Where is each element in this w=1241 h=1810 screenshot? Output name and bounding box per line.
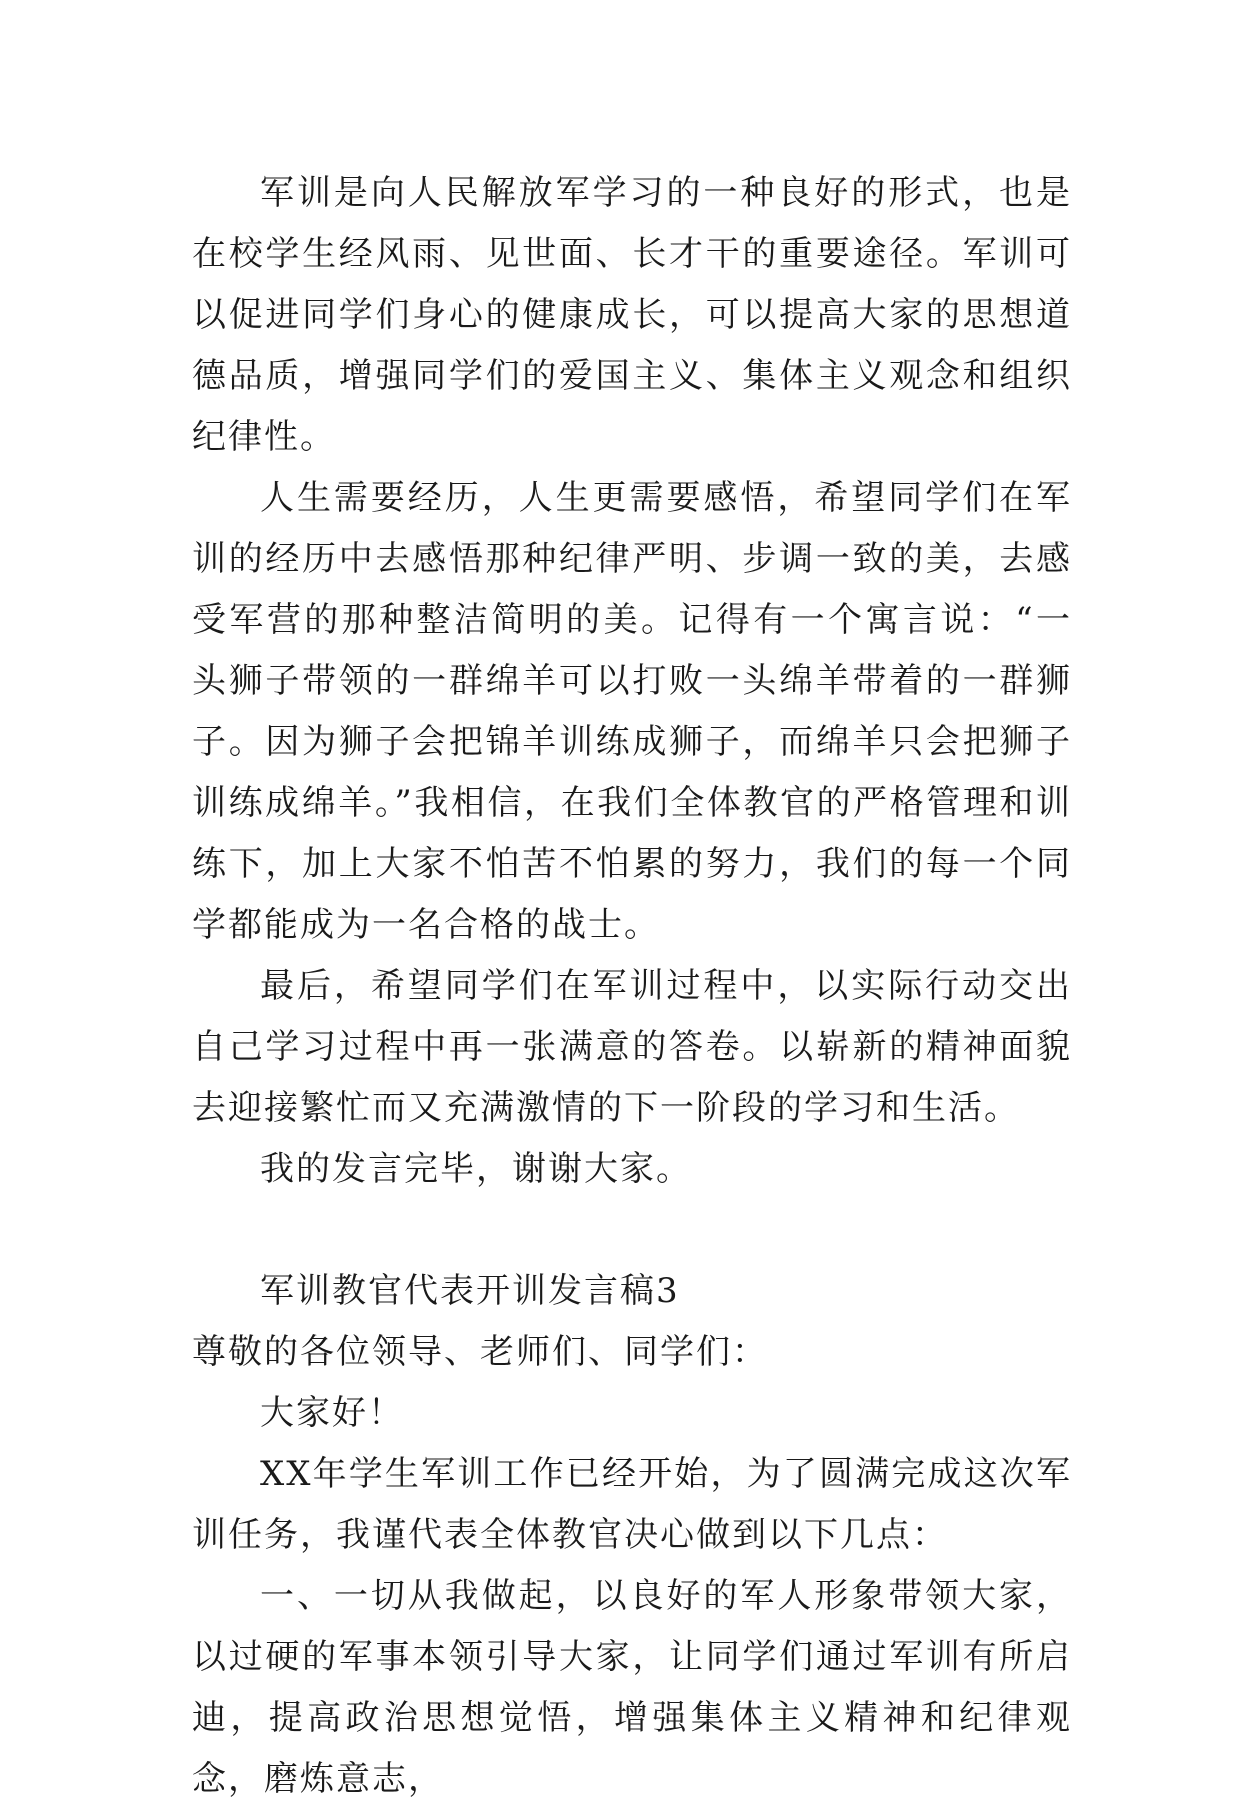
body-paragraph: 人生需要经历，人生更需要感悟，希望同学们在军训的经历中去感悟那种纪律严明、步调一致的美，去感受军营的那种整洁简明的美。记得有一个寓言说：“一头狮子带领的一群绵羊可以打败一头绵羊带着的一群狮子。因为狮子会把锦羊训练成狮子，而绵羊只会把狮子训练成绵羊。”我相信，在我们全体教官的严格管理和训练下，加上大家不怕苦不怕累的努力，我们的每一个同学都能成为一名合格的战士。: [192, 478, 1072, 945]
section-gap: [192, 1200, 1072, 1261]
body-paragraph: 军训是向人民解放军学习的一种良好的形式，也是在校学生经风雨、见世面、长才干的重要途径。军训可以促进同学们身心的健康成长，可以提高大家的思想道德品质，增强同学们的爱国主义、集体主义观念和组织纪律性。: [192, 173, 1072, 457]
greeting: 大家好！: [260, 1393, 404, 1433]
salutation: 尊敬的各位领导、老师们、同学们：: [192, 1332, 768, 1372]
section-title: 军训教官代表开训发言稿3: [260, 1271, 680, 1311]
body-paragraph: 一、一切从我做起，以良好的军人形象带领大家，以过硬的军事本领引导大家，让同学们通过军训有所启迪，提高政治思想觉悟，增强集体主义精神和纪律观念，磨炼意志，: [192, 1576, 1072, 1799]
body-paragraph: 最后，希望同学们在军训过程中，以实际行动交出自己学习过程中再一张满意的答卷。以崭新的精神面貌去迎接繁忙而又充满激情的下一阶段的学习和生活。: [192, 966, 1072, 1128]
body-paragraph: XX年学生军训工作已经开始，为了圆满完成这次军训任务，我谨代表全体教官决心做到以下几点：: [192, 1454, 1072, 1555]
document-body: [192, 163, 1072, 1810]
closing-line: 我的发言完毕，谢谢大家。: [260, 1149, 692, 1189]
